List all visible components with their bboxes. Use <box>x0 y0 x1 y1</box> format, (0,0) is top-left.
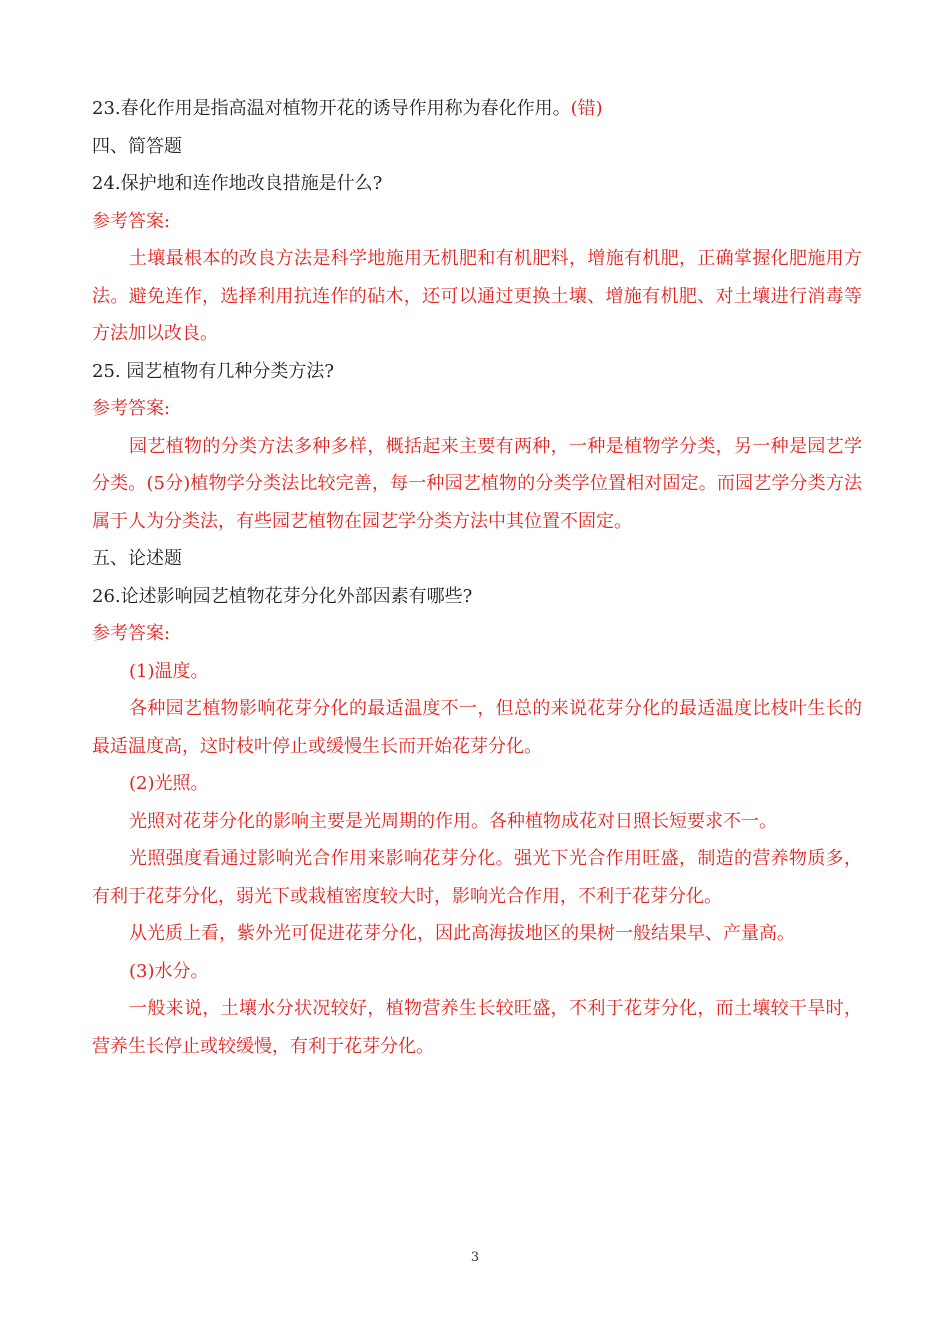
document-page <box>92 90 862 1065</box>
section-heading-short-answer: 四、简答题 <box>92 135 182 157</box>
question-23 <box>92 90 862 128</box>
question-23-answer: (错) <box>570 98 603 119</box>
answer-26-light-quality: 从光质上看，紫外光可促进花芽分化，因此高海拔地区的果树一般结果早、产量高。 <box>129 923 795 944</box>
answer-26-light-photoperiod: 光照对花芽分化的影响主要是光周期的作用。各种植物成花对日照长短要求不一。 <box>129 810 777 832</box>
page-number: 3 <box>470 1250 480 1265</box>
answer-26-temperature-text: 各种园艺植物影响花芽分化的最适温度不一，但总的来说花芽分化的最适温度比枝叶生长的最适温度高，这时枝叶停止或缓慢生长而开始花芽分化。 <box>92 698 862 757</box>
answer-26-heading-light: (2)光照。 <box>129 773 209 794</box>
answer-26-water-text: 一般来说，土壤水分状况较好，植物营养生长较旺盛，不利于花芽分化，而土壤较干旱时，营养生长停止或较缓慢，有利于花芽分化。 <box>92 998 862 1057</box>
answer-label-24: 参考答案: <box>92 210 171 232</box>
section-heading-essay: 五、论述题 <box>92 548 182 569</box>
answer-26-heading-water: (3)水分。 <box>129 960 209 982</box>
question-26: 26.论述影响园艺植物花芽分化外部因素有哪些? <box>92 585 473 607</box>
answer-25-text: 园艺植物的分类方法多种多样，概括起来主要有两种，一种是植物学分类，另一种是园艺学分类。(5分)植物学分类法比较完善，每一种园艺植物的分类学位置相对固定。而园艺学分类方法属于人为分类法，有些园艺植物在园艺学分类方法中其位置不固定。 <box>92 435 862 532</box>
answer-26-heading-temperature: (1)温度。 <box>129 660 209 682</box>
question-25: 25. 园艺植物有几种分类方法? <box>92 360 334 382</box>
answer-26-light-intensity: 光照强度看通过影响光合作用来影响花芽分化。强光下光合作用旺盛，制造的营养物质多，有利于花芽分化，弱光下或栽植密度较大时，影响光合作用，不利于花芽分化。 <box>92 848 862 907</box>
answer-label-25: 参考答案: <box>92 398 171 419</box>
answer-label-26: 参考答案: <box>92 623 171 644</box>
answer-24-text: 土壤最根本的改良方法是科学地施用无机肥和有机肥料，增施有机肥，正确掌握化肥施用方法。避免连作，选择利用抗连作的砧木，还可以通过更换土壤、增施有机肥、对土壤进行消毒等方法加以改良。 <box>92 248 862 344</box>
question-24: 24.保护地和连作地改良措施是什么? <box>92 173 383 194</box>
question-23-text: 23.春化作用是指高温对植物开花的诱导作用称为春化作用。 <box>92 98 571 119</box>
